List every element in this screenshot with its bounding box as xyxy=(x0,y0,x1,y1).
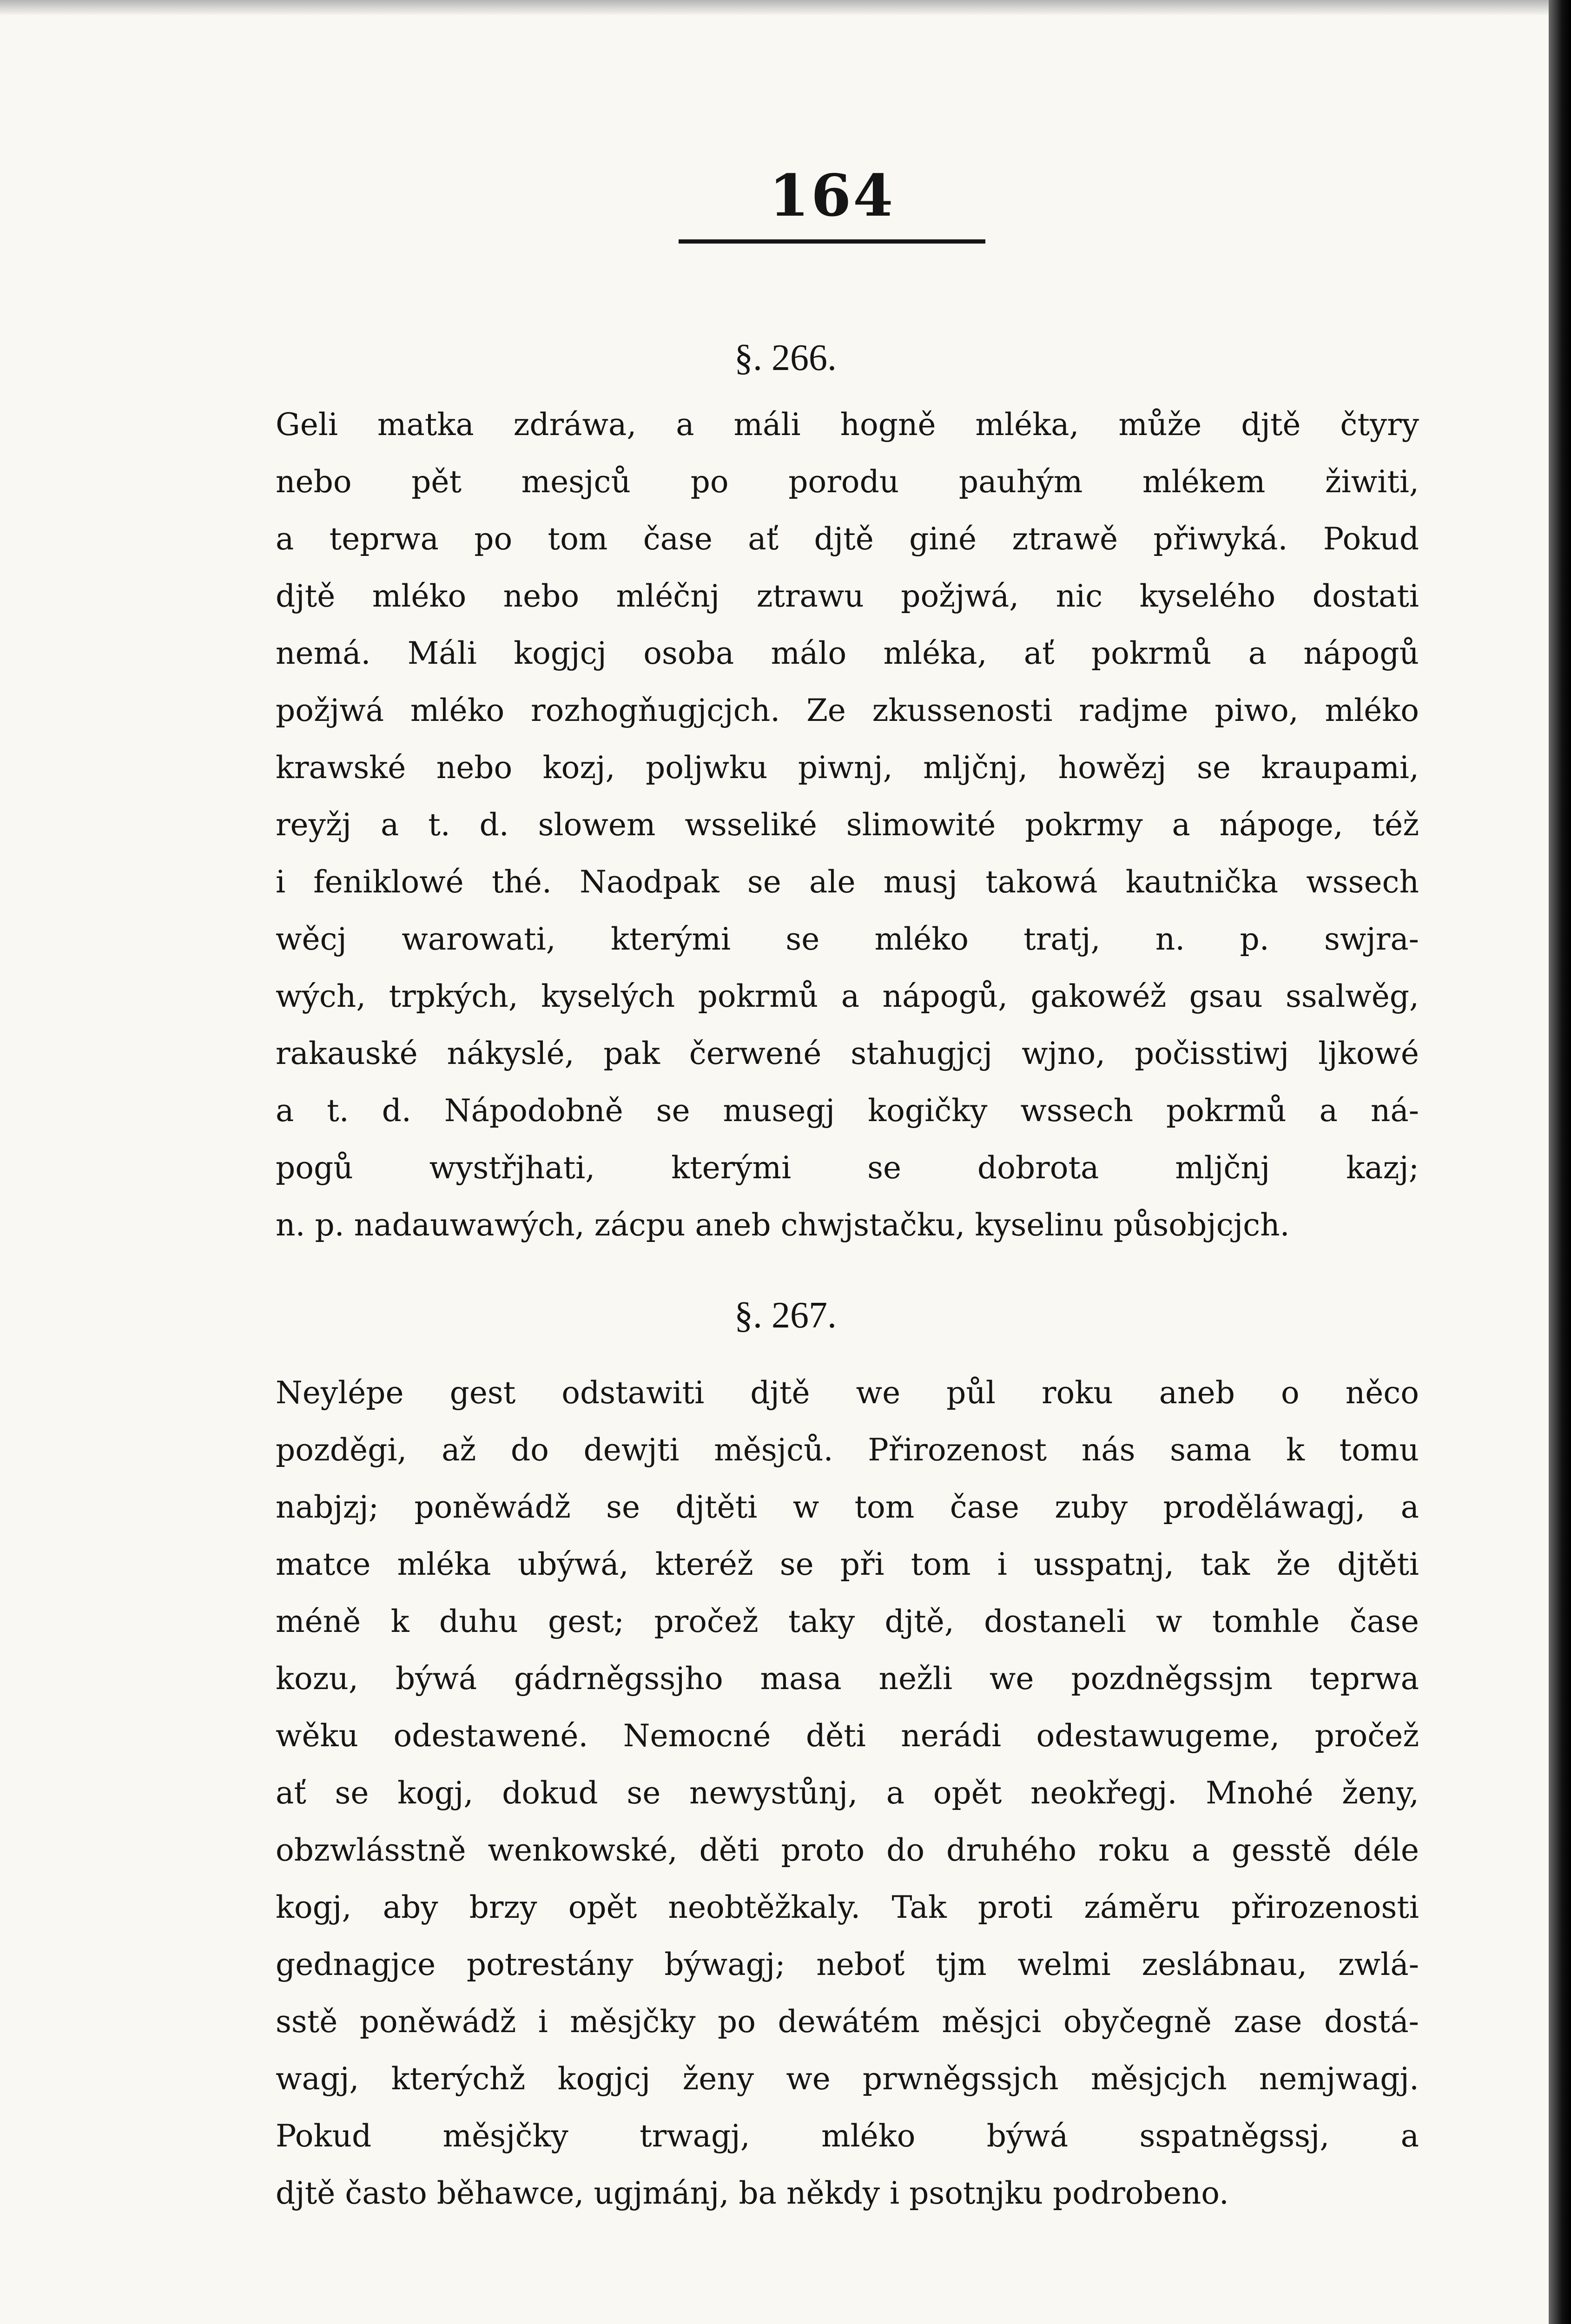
section-heading-267: §. 267. xyxy=(734,1295,837,1336)
text-line: wagj, kterýchž kogjcj ženy we prwněgssjch měsjcjch nemjwagj. xyxy=(276,2061,1419,2097)
text-line: rakauské nákyslé, pak čerwené stahugjcj wjno, počisstiwj ljkowé xyxy=(276,1036,1419,1071)
text-line: Geli matka zdráwa, a máli hogně mléka, může djtě čtyry xyxy=(276,407,1419,442)
text-line: nebo pět mesjců po porodu pauhým mlékem žiwiti, xyxy=(276,464,1419,500)
text-line: kozu, býwá gádrněgssjho masa nežli we pozdněgssjm teprwa xyxy=(276,1661,1419,1697)
text-line: matce mléka ubýwá, kteréž se při tom i usspatnj, tak že djtěti xyxy=(276,1546,1419,1582)
text-line: reyžj a t. d. slowem wsseliké slimowité pokrmy a nápoge, též xyxy=(276,807,1419,843)
text-line: n. p. nadauwawých, zácpu aneb chwjstačku, kyselinu působjcjch. xyxy=(276,1207,1290,1243)
text-line: krawské nebo kozj, poljwku piwnj, mljčnj, howězj se kraupami, xyxy=(276,750,1419,786)
scan-edge-top xyxy=(0,0,1571,16)
text-line: Neylépe gest odstawiti djtě we půl roku aneb o něco xyxy=(276,1375,1419,1411)
text-line: djtě mléko nebo mléčnj ztrawu požjwá, nic kyselého dostati xyxy=(276,578,1419,614)
text-line: wěku odestawené. Nemocné děti nerádi odestawugeme, pročež xyxy=(276,1718,1419,1754)
text-line: nabjzj; poněwádž se djtěti w tom čase zuby proděláwagj, a xyxy=(276,1489,1419,1525)
section-heading-266: §. 266. xyxy=(734,337,837,378)
text-line: sstě poněwádž i měsjčky po dewátém měsjci obyčegně zase dostá- xyxy=(276,2004,1419,2040)
paragraph-266 xyxy=(276,396,1419,1254)
text-line: a t. d. Nápodobně se musegj kogičky wssech pokrmů a ná- xyxy=(276,1093,1419,1129)
text-line: požjwá mléko rozhogňugjcjch. Ze zkussenosti radjme piwo, mléko xyxy=(276,693,1419,728)
paragraph-267 xyxy=(276,1364,1419,2222)
text-line: i feniklowé thé. Naodpak se ale musj takowá kautnička wssech xyxy=(276,864,1419,900)
text-line: obzwlásstně wenkowské, děti proto do druhého roku a gesstě déle xyxy=(276,1832,1419,1868)
text-line: pogů wystřjhati, kterými se dobrota mljčnj kazj; xyxy=(276,1150,1419,1186)
page-number: 164 xyxy=(769,162,895,230)
text-line: Pokud měsjčky trwagj, mléko býwá sspatněgssj, a xyxy=(276,2118,1419,2154)
text-line: ať se kogj, dokud se newystůnj, a opět neokřegj. Mnohé ženy, xyxy=(276,1775,1419,1811)
text-line: nemá. Máli kogjcj osoba málo mléka, ať pokrmů a nápogů xyxy=(276,635,1419,671)
text-line: gednagjce potrestány býwagj; neboť tjm welmi zeslábnau, zwlá- xyxy=(276,1947,1419,1982)
text-line: a teprwa po tom čase ať djtě giné ztrawě přiwyká. Pokud xyxy=(276,521,1419,557)
text-line: djtě často běhawce, ugjmánj, ba někdy i psotnjku podrobeno. xyxy=(276,2175,1229,2211)
header-rule xyxy=(679,239,985,244)
text-line: wých, trpkých, kyselých pokrmů a nápogů, gakowéž gsau ssalwěg, xyxy=(276,978,1419,1014)
text-line: pozděgi, až do dewjti měsjců. Přirozenost nás sama k tomu xyxy=(276,1432,1419,1468)
text-line: méně k duhu gest; pročež taky djtě, dostaneli w tomhle čase xyxy=(276,1604,1419,1639)
text-line: wěcj warowati, kterými se mléko tratj, n. p. swjra- xyxy=(276,921,1419,957)
text-line: kogj, aby brzy opět neobtěžkaly. Tak proti záměru přirozenosti xyxy=(276,1889,1419,1925)
